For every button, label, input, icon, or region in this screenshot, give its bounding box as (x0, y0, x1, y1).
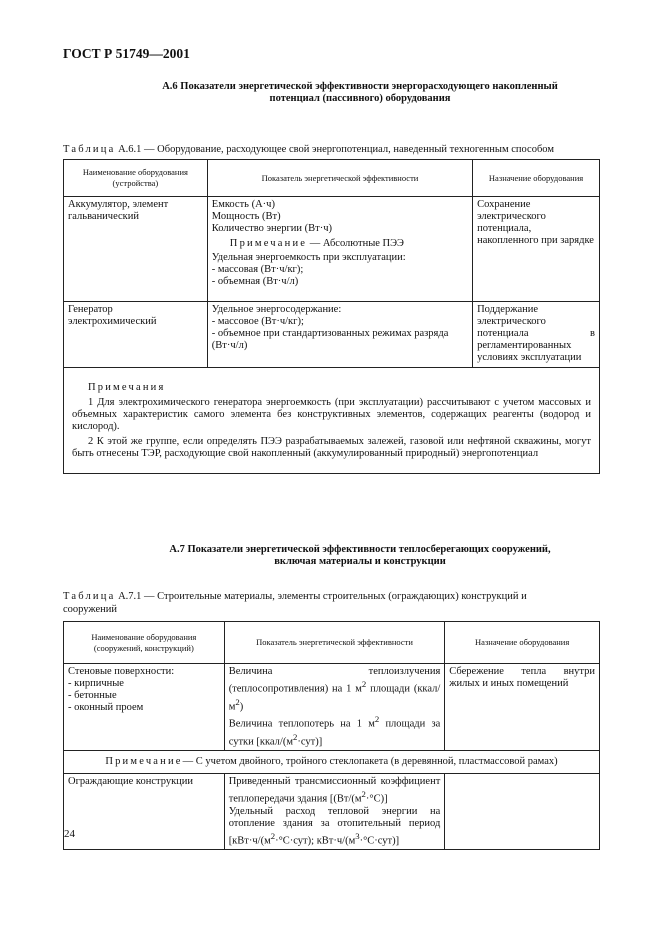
table-a61-r1-purpose: Сохранение электрического потенциала, накопленного при зарядке (473, 197, 600, 302)
table-a71-header-name: Наименование оборудования (сооружений, конструкций) (64, 622, 225, 664)
table-a61-r1-ind2: Мощность (Вт) (211, 211, 281, 222)
table-a71-r2-ind1 (229, 776, 441, 806)
table-a61-header-row (64, 160, 600, 197)
table-a71-r1-indicators (224, 664, 445, 751)
table-a61-header-name: Наименование оборудования (устройства) (64, 160, 208, 197)
table-a61-r1-indicators (207, 197, 472, 302)
table-a61-r1-ind4: Удельная энергоемкость при эксплуатации: (211, 252, 406, 263)
section-a7-title-line1: А.7 Показатели энергетической эффективности теплосберегающих сооружений, (169, 544, 551, 555)
table-a61-r1-ind5: - массовая (Вт·ч/кг); (211, 264, 304, 275)
table-a61-caption-text: А.6.1 — Оборудование, расходующее свой энергопотенциал, наведенный техногенным способом (115, 144, 554, 155)
table-a71-r2-ind2 (229, 806, 441, 848)
table-a61-r1-ind1: Емкость (А·ч) (211, 199, 275, 210)
table-a61-r1-note-text: — Абсолютные ПЭЭ (307, 238, 404, 249)
superscript: 2 (270, 830, 276, 841)
text-part: Приведенный трансмиссионный коэффициент теплопередачи здания [(Вт/(м (228, 776, 441, 805)
table-a61 (63, 159, 600, 474)
table-a61-notes-row (64, 368, 600, 474)
document-id: ГОСТ Р 51749—2001 (63, 46, 190, 61)
table-a61-r2-ind1: Удельное энергосодержание: (211, 304, 342, 315)
table-a61-caption-label: Таблица (63, 144, 116, 155)
table-a71 (63, 621, 600, 850)
table-a61-r1-name: Аккумулятор, элемент гальванический (64, 197, 208, 302)
table-a61-header-purpose: Назначение оборудования (473, 160, 600, 197)
table-a71-header-indicator: Показатель энергетической эффективности (224, 622, 445, 664)
table-a71-r1-ind1 (229, 666, 441, 713)
text-part: Величина теплоизлучения (теплосопротивления) на 1 м (228, 666, 441, 695)
table-a71-header-row (64, 622, 600, 664)
section-a6-title (60, 81, 660, 105)
table-a71-header-purpose: Назначение оборудования (445, 622, 600, 664)
table-a61-r1-note (212, 238, 468, 250)
superscript: 2 (361, 789, 366, 799)
table-a71-note-label: Примечание (105, 756, 183, 767)
text-part: ·°С·сут); кВт·ч/(м (275, 835, 356, 846)
section-a6-title-line2: потенциал (пассивного) оборудования (269, 93, 451, 104)
superscript: 2 (235, 696, 240, 707)
text-part: ·сут)] (297, 736, 323, 747)
table-a71-r2-name: Ограждающие конструкции (64, 774, 225, 850)
section-a6-title-line1: А.6 Показатели энергетической эффективности энергорасходующего накопленный (162, 81, 558, 92)
table-a61-caption (63, 143, 608, 156)
text-part: Удельный расход тепловой энергии на отопление здания за отопительный период [кВт·ч/(м (228, 805, 441, 846)
section-a7-title-line2: включая материалы и конструкции (274, 556, 446, 567)
table-a71-r1-name4: - оконный проем (68, 702, 144, 713)
table-row (64, 774, 600, 850)
superscript: 2 (374, 714, 380, 724)
table-a61-header-indicator: Показатель энергетической эффективности (207, 160, 472, 197)
table-a61-r2-purpose: Поддержание электрического потенциала в регламентированных условиях эксплуатации (473, 302, 600, 368)
table-a61-r1-note-label: Примечание (229, 238, 308, 249)
table-a71-note (64, 751, 600, 774)
table-a71-caption (63, 590, 568, 616)
section-a7-title (60, 544, 660, 568)
text-part: Величина теплопотерь на 1 м (228, 718, 375, 730)
text-part: ·°С·сут)] (359, 835, 400, 846)
table-a61-r2-name: Генератор электрохимический (64, 302, 208, 368)
superscript: 2 (361, 679, 367, 689)
text-part: ) (239, 701, 244, 712)
table-a71-r2-purpose (445, 774, 600, 850)
table-row (64, 197, 600, 302)
table-a71-r1-name (64, 664, 225, 751)
table-a71-r1-purpose: Сбережение тепла внутри жилых и иных помещений (445, 664, 600, 751)
table-a61-r1-ind6: - объемная (Вт·ч/л) (211, 276, 299, 287)
table-a71-r1-name3: - бетонные (68, 690, 117, 701)
text-part: площади за сутки [ккал/(м (228, 718, 441, 747)
table-a61-note-1: 1 Для электрохимического генератора энергоемкость (при эксплуатации) рассчитывают с учетом массовых и объемных характеристик самого элемента без конструктивных элементов, содержащих реагенты (водород и кислород). (72, 397, 591, 432)
table-a71-note-row (64, 751, 600, 774)
table-a61-r1-ind3: Количество энергии (Вт·ч) (211, 223, 333, 234)
table-a71-r1-name2: - кирпичные (68, 678, 124, 689)
table-a61-r2-ind3: - объемное при стандартизованных режимах разряда (Вт·ч/л) (211, 328, 449, 351)
table-a71-r1-ind2 (229, 713, 441, 748)
table-a61-notes (64, 368, 600, 474)
table-a61-r2-indicators (207, 302, 472, 368)
table-row (64, 664, 600, 751)
table-a61-note-2: 2 К этой же группе, если определять ПЭЭ разрабатываемых залежей, газовой или нефтяной скважины, могут быть отнесены ТЭР, расходующие свой накопленный (аккумулированный природный) энергопотенциал (72, 436, 591, 459)
table-a71-r1-name1: Стеновые поверхности: (68, 666, 175, 677)
table-a61-notes-label: Примечания (88, 382, 166, 393)
superscript: 2 (293, 731, 298, 742)
page-number: 24 (64, 828, 75, 840)
table-a71-note-text: — С учетом двойного, тройного стеклопакета (в деревянной, пластмассовой рамах) (182, 756, 558, 767)
table-a71-caption-text: А.7.1 — Строительные материалы, элементы строительных (ограждающих) конструкций и сооружений (63, 591, 527, 615)
table-row (64, 302, 600, 368)
table-a71-caption-label: Таблица (63, 591, 116, 602)
text-part: площади (ккал/м (228, 683, 441, 712)
table-a71-r2-indicators (224, 774, 445, 850)
table-a61-r2-ind2: - массовое (Вт·ч/кг); (211, 316, 304, 327)
text-part: ·°С)] (365, 793, 388, 805)
superscript: 3 (355, 830, 360, 841)
